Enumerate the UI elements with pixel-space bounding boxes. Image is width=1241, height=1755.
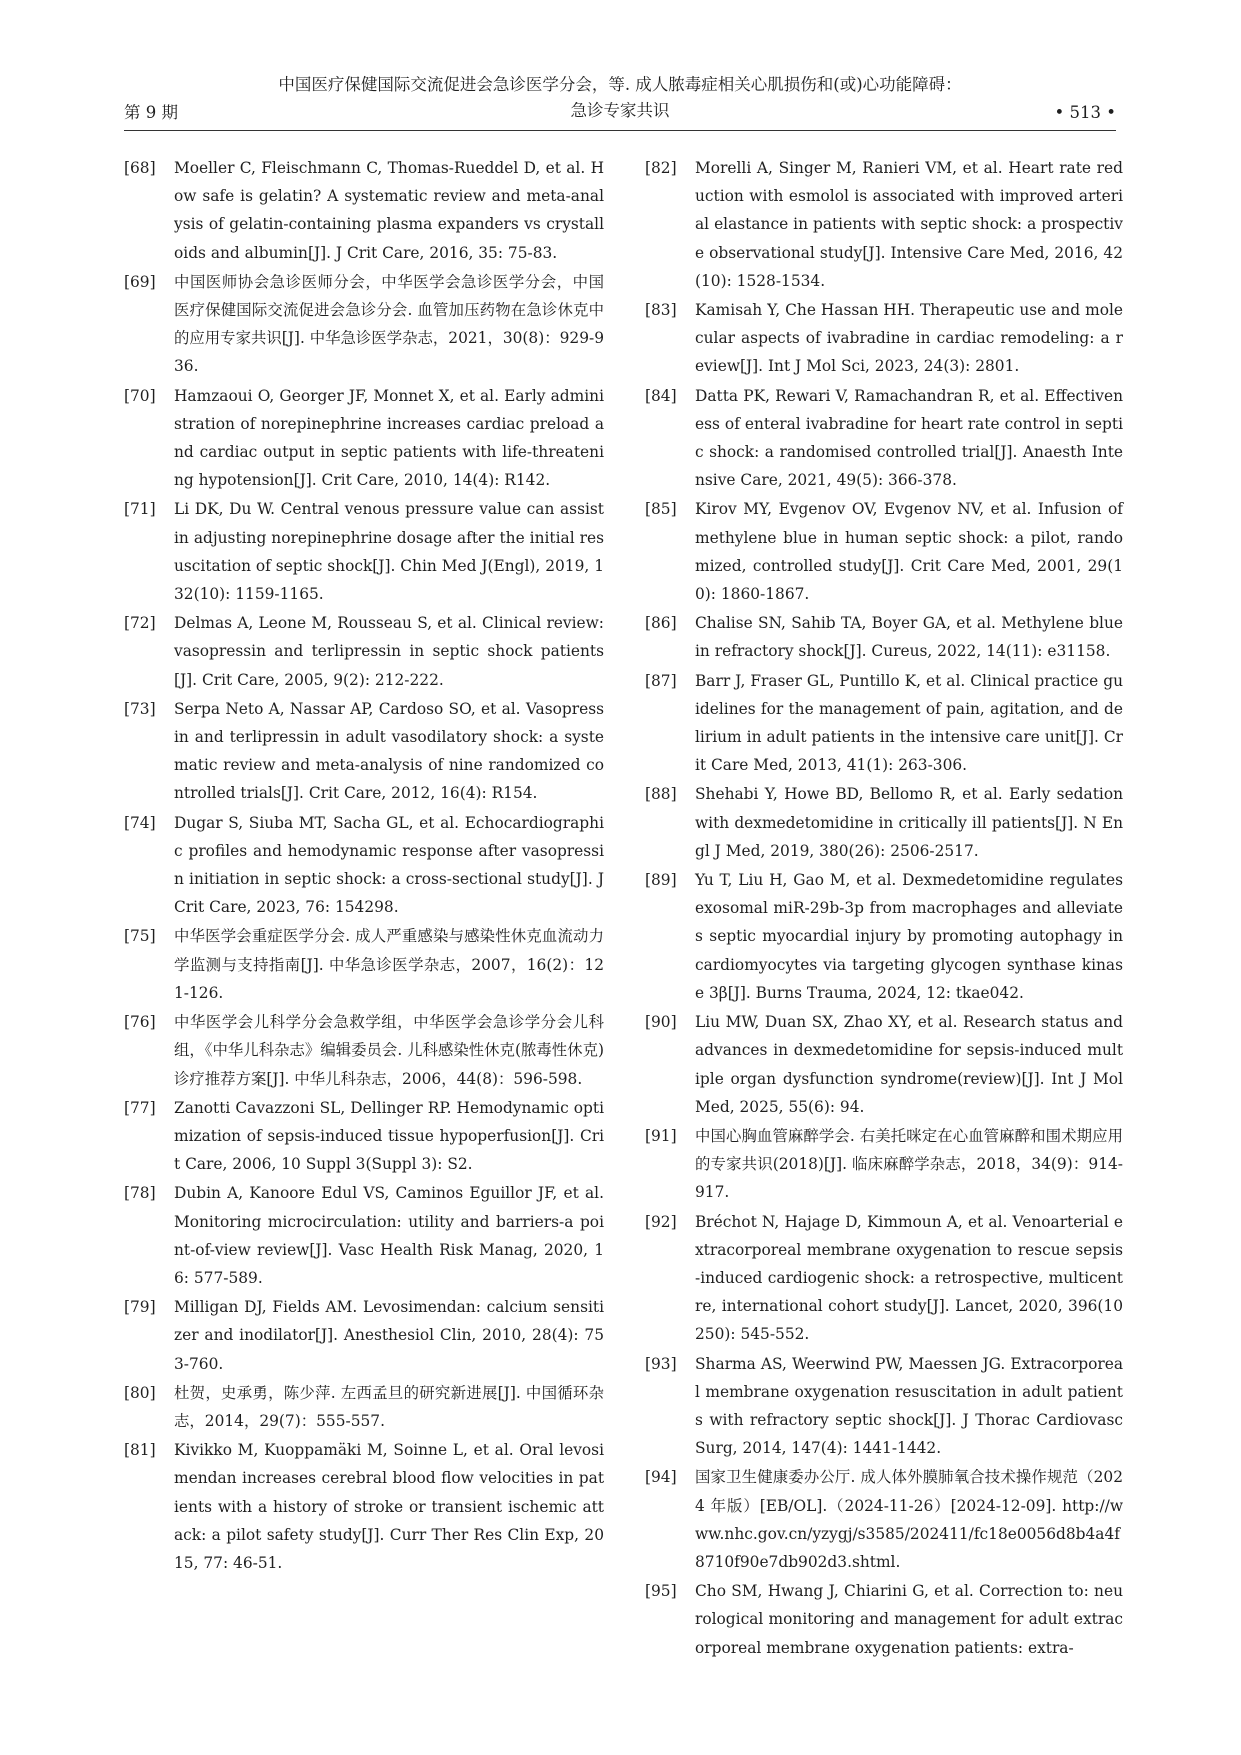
reference-text: Datta PK, Rewari V, Ramachandran R, et al. Effectiveness of enteral ivabradine for heart rate control in septic shock: a randomised controlled trial[J]. Anaesth Intensive Care, 2021, 49(5): 366-378. bbox=[695, 386, 1123, 490]
reference-entry bbox=[645, 609, 1123, 665]
page-header bbox=[124, 72, 1116, 128]
reference-number: [79] bbox=[124, 1298, 156, 1317]
reference-text: Zanotti Cavazzoni SL, Dellinger RP. Hemodynamic optimization of sepsis-induced tissue hypoperfusion[J]. Crit Care, 2006, 10 Suppl 3(Suppl 3): S2. bbox=[174, 1098, 604, 1174]
reference-text: Shehabi Y, Howe BD, Bellomo R, et al. Early sedation with dexmedetomidine in critically ill patients[J]. N Engl J Med, 2019, 380(26): 2506-2517. bbox=[695, 785, 1123, 860]
reference-text: Cho SM, Hwang J, Chiarini G, et al. Correction to: neurological monitoring and management for adult extracorporeal membrane oxygenation patients: extra- bbox=[695, 1582, 1123, 1657]
reference-entry bbox=[645, 1577, 1123, 1662]
reference-column-right bbox=[645, 154, 1123, 1714]
reference-entry bbox=[645, 1463, 1123, 1576]
reference-number: [68] bbox=[124, 159, 156, 177]
header-divider bbox=[124, 130, 1116, 131]
reference-entry bbox=[645, 296, 1123, 381]
reference-number: [76] bbox=[124, 1013, 156, 1032]
reference-entry bbox=[645, 495, 1123, 608]
reference-entry bbox=[645, 1350, 1123, 1463]
reference-text: 中华医学会重症医学分会. 成人严重感染与感染性休克血流动力学监测与支持指南[J]. 中华急诊医学杂志，2007，16(2)：121-126. bbox=[174, 927, 604, 1002]
issue-label: 第 9 期 bbox=[124, 103, 178, 122]
reference-entry bbox=[124, 1094, 604, 1179]
reference-text: Moeller C, Fleischmann C, Thomas-Rueddel D, et al. How safe is gelatin? A systematic review and meta-analysis of gelatin-containing plasma expanders vs crystalloids and albumin[J]. J Crit Care, 2016, 35: 75-83. bbox=[174, 159, 604, 262]
reference-text: Yu T, Liu H, Gao M, et al. Dexmedetomidine regulates exosomal miR-29b-3p from macrophages and alleviates septic myocardial injury by promoting autophagy in cardiomyocytes via targeting glycogen synthase kinase 3β[J]. Burns Trauma, 2024, 12: tkae042. bbox=[695, 871, 1123, 1002]
reference-text: Chalise SN, Sahib TA, Boyer GA, et al. Methylene blue in refractory shock[J]. Cureus, 2022, 14(11): e31158. bbox=[695, 614, 1123, 661]
reference-text: Sharma AS, Weerwind PW, Maessen JG. Extracorporeal membrane oxygenation resuscitation in adult patients with refractory septic shock[J]. J Thorac Cardiovasc Surg, 2014, 147(4): 1441-1442. bbox=[695, 1354, 1123, 1458]
reference-number: [70] bbox=[124, 386, 156, 405]
reference-number: [87] bbox=[645, 671, 677, 690]
reference-number: [86] bbox=[645, 614, 677, 633]
reference-number: [91] bbox=[645, 1126, 677, 1145]
reference-number: [78] bbox=[124, 1184, 156, 1203]
reference-entry bbox=[124, 1293, 604, 1378]
reference-number: [77] bbox=[124, 1098, 156, 1117]
reference-number: [80] bbox=[124, 1383, 156, 1402]
reference-entry bbox=[645, 382, 1123, 495]
reference-text: Dugar S, Siuba MT, Sacha GL, et al. Echocardiographic profiles and hemodynamic response after vasopressin initiation in septic shock: a cross-sectional study[J]. J Crit Care, 2023, 76: 154298. bbox=[174, 813, 604, 917]
reference-text: 中华医学会儿科学分会急救学组，中华医学会急诊学分会儿科组，《中华儿科杂志》编辑委员会. 儿科感染性休克(脓毒性休克)诊疗推荐方案[J]. 中华儿科杂志，2006，44(8)：596-598. bbox=[174, 1013, 604, 1088]
reference-text: 国家卫生健康委办公厅. 成人体外膜肺氧合技术操作规范（2024 年版）[EB/OL].（2024-11-26）[2024-12-09]. http://www.nhc.gov.cn/yzygj/s3585/202411/fc18e0056d8b4a4f8710f90e7db902d3.shtml. bbox=[695, 1468, 1123, 1571]
running-title-line1: 中国医疗保健国际交流促进会急诊医学分会，等. 成人脓毒症相关心肌损伤和(或)心功能障碍： bbox=[278, 75, 962, 94]
reference-number: [89] bbox=[645, 871, 677, 890]
reference-number: [83] bbox=[645, 301, 677, 320]
reference-entry bbox=[645, 780, 1123, 865]
reference-text: Serpa Neto A, Nassar AP, Cardoso SO, et al. Vasopressin and terlipressin in adult vasodilatory shock: a systematic review and meta-analysis of nine randomized controlled trials[J]. Crit Care, 2012, 16(4): R154. bbox=[174, 699, 604, 803]
reference-number: [73] bbox=[124, 699, 156, 718]
reference-number: [74] bbox=[124, 813, 156, 832]
reference-entry bbox=[645, 1208, 1123, 1349]
reference-entry bbox=[124, 695, 604, 808]
page-number: • 513 • bbox=[1054, 103, 1116, 122]
reference-entry bbox=[645, 866, 1123, 1007]
reference-text: Hamzaoui O, Georger JF, Monnet X, et al. Early administration of norepinephrine increases cardiac preload and cardiac output in septic patients with life-threatening hypotension[J]. Crit Care, 2010, 14(4): R142. bbox=[174, 386, 604, 490]
reference-number: [84] bbox=[645, 386, 677, 405]
reference-entry bbox=[124, 154, 604, 267]
reference-entry bbox=[124, 495, 604, 608]
reference-entry bbox=[124, 1008, 604, 1093]
reference-number: [90] bbox=[645, 1013, 677, 1032]
reference-number: [92] bbox=[645, 1212, 677, 1231]
running-title bbox=[124, 72, 1116, 124]
reference-text: Kirov MY, Evgenov OV, Evgenov NV, et al. Infusion of methylene blue in human septic shock: a pilot, randomized, controlled study[J]. Crit Care Med, 2001, 29(10): 1860-1867. bbox=[695, 500, 1123, 604]
reference-text: Dubin A, Kanoore Edul VS, Caminos Eguillor JF, et al. Monitoring microcirculation: utility and barriers-a point-of-view review[J]. Vasc Health Risk Manag, 2020, 16: 577-589. bbox=[174, 1184, 604, 1287]
reference-entry bbox=[124, 1379, 604, 1435]
reference-text: 中国心胸血管麻醉学会. 右美托咪定在心血管麻醉和围术期应用的专家共识(2018)[J]. 临床麻醉学杂志，2018，34(9)：914-917. bbox=[695, 1126, 1123, 1202]
reference-entry bbox=[124, 1436, 604, 1577]
reference-entry bbox=[124, 609, 604, 694]
reference-number: [81] bbox=[124, 1441, 156, 1460]
reference-text: Kamisah Y, Che Hassan HH. Therapeutic use and molecular aspects of ivabradine in cardiac remodeling: a review[J]. Int J Mol Sci, 2023, 24(3): 2801. bbox=[695, 301, 1123, 376]
reference-text: Morelli A, Singer M, Ranieri VM, et al. Heart rate reduction with esmolol is associated with improved arterial elastance in patients with septic shock: a prospective observational study[J]. Intensive Care Med, 2016, 42(10): 1528-1534. bbox=[695, 159, 1123, 290]
reference-text: Barr J, Fraser GL, Puntillo K, et al. Clinical practice guidelines for the management of pain, agitation, and delirium in adult patients in the intensive care unit[J]. Crit Care Med, 2013, 41(1): 263-306. bbox=[695, 671, 1123, 775]
reference-entry bbox=[645, 154, 1123, 295]
reference-entry bbox=[645, 1122, 1123, 1207]
reference-column-left bbox=[124, 154, 604, 1714]
reference-number: [95] bbox=[645, 1582, 677, 1601]
reference-text: Li DK, Du W. Central venous pressure value can assist in adjusting norepinephrine dosage after the initial resuscitation of septic shock[J]. Chin Med J(Engl), 2019, 132(10): 1159-1165. bbox=[174, 500, 604, 604]
reference-text: Bréchot N, Hajage D, Kimmoun A, et al. Venoarterial extracorporeal membrane oxygenation to rescue sepsis-induced cardiogenic shock: a retrospective, multicentre, international cohort study[J]. Lancet, 2020, 396(10250): 545-552. bbox=[695, 1212, 1123, 1344]
reference-entry bbox=[645, 1008, 1123, 1121]
reference-number: [88] bbox=[645, 785, 677, 804]
reference-text: 杜贺，史承勇，陈少萍. 左西孟旦的研究新进展[J]. 中国循环杂志，2014，29(7)：555-557. bbox=[174, 1383, 604, 1430]
reference-text: Milligan DJ, Fields AM. Levosimendan: calcium sensitizer and inodilator[J]. Anesthesiol Clin, 2010, 28(4): 753-760. bbox=[174, 1298, 604, 1373]
reference-text: Liu MW, Duan SX, Zhao XY, et al. Research status and advances in dexmedetomidine for sepsis-induced multiple organ dysfunction syndrome(review)[J]. Int J Mol Med, 2025, 55(6): 94. bbox=[695, 1013, 1123, 1116]
running-title-line2: 急诊专家共识 bbox=[570, 101, 670, 120]
reference-number: [85] bbox=[645, 500, 677, 519]
reference-number: [93] bbox=[645, 1354, 677, 1373]
reference-number: [72] bbox=[124, 614, 156, 633]
reference-number: [82] bbox=[645, 159, 677, 177]
reference-text: Delmas A, Leone M, Rousseau S, et al. Clinical review: vasopressin and terlipressin in septic shock patients[J]. Crit Care, 2005, 9(2): 212-222. bbox=[174, 614, 604, 689]
reference-number: [71] bbox=[124, 500, 156, 519]
reference-number: [94] bbox=[645, 1468, 677, 1487]
reference-entry bbox=[124, 809, 604, 922]
reference-entry bbox=[124, 268, 604, 381]
reference-text: 中国医师协会急诊医师分会，中华医学会急诊医学分会，中国医疗保健国际交流促进会急诊分会. 血管加压药物在急诊休克中的应用专家共识[J]. 中华急诊医学杂志，2021，30(8)：929-936. bbox=[174, 272, 604, 376]
reference-number: [75] bbox=[124, 927, 156, 946]
reference-entry bbox=[124, 1179, 604, 1292]
reference-number: [69] bbox=[124, 272, 156, 291]
reference-entry bbox=[124, 382, 604, 495]
reference-text: Kivikko M, Kuoppamäki M, Soinne L, et al. Oral levosimendan increases cerebral blood flow velocities in patients with a history of stroke or transient ischemic attack: a pilot safety study[J]. Curr Ther Res Clin Exp, 2015, 77: 46-51. bbox=[174, 1441, 604, 1572]
reference-entry bbox=[645, 667, 1123, 780]
reference-entry bbox=[124, 922, 604, 1007]
